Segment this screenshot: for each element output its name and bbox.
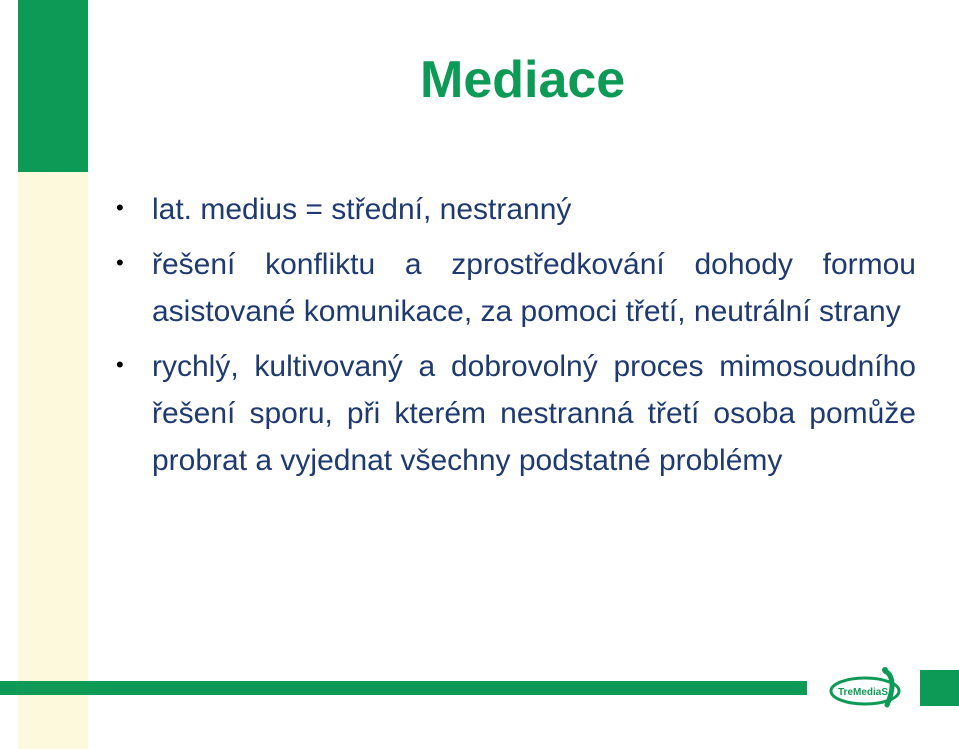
logo-text: TreMediaS <box>838 687 889 698</box>
bullet-list <box>116 186 916 484</box>
slide-title: Mediace <box>420 51 626 109</box>
leaf-figure-icon <box>827 665 907 715</box>
tremedias-logo <box>827 665 907 715</box>
bullet-item: • řešení konfliktu a zprostředkování dohody formou asistované komunikace, za pomoci třetí, neutrální strany <box>116 241 916 335</box>
left-accent-block <box>18 0 88 172</box>
bullet-item: • lat. medius = střední, nestranný <box>116 186 916 233</box>
bottom-accent-bar <box>0 681 807 695</box>
bullet-item: • rychlý, kultivovaný a dobrovolný proces mimosoudního řešení sporu, při kterém nestranná třetí osoba pomůže probrat a vyjednat všechny podstatné problémy <box>116 343 916 484</box>
corner-accent-square <box>920 670 959 706</box>
